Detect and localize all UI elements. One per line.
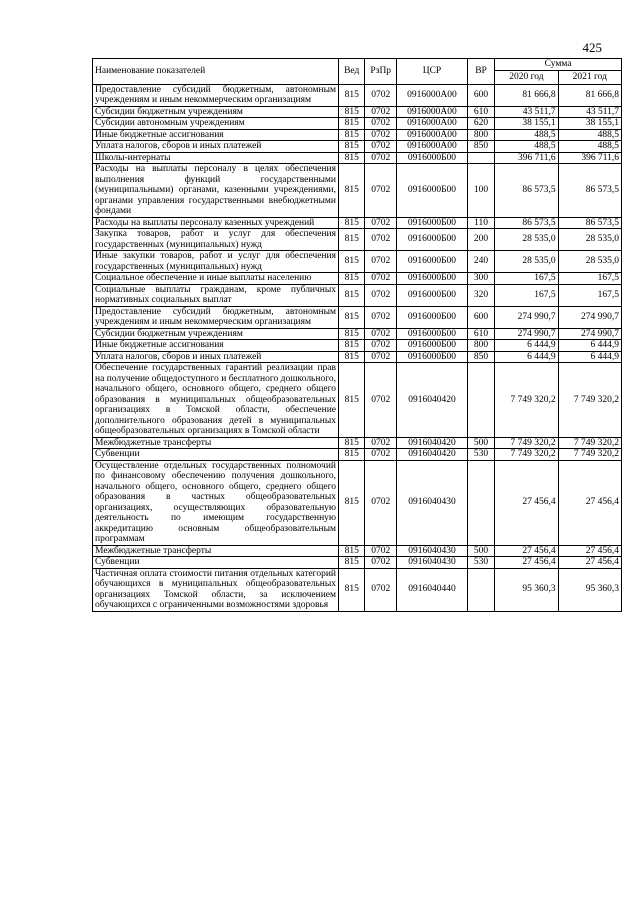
row-name: Социальные выплаты гражданам, кроме публичных нормативных социальных выплат xyxy=(93,284,339,306)
row-csr: 0916000А00 xyxy=(397,118,468,130)
row-name: Субвенции xyxy=(93,449,339,461)
row-name: Иные закупки товаров, работ и услуг для обеспечения государственных (муниципальных) нужд xyxy=(93,251,339,273)
row-sum-2020: 7 749 320,2 xyxy=(495,363,558,438)
row-sum-2021: 488,5 xyxy=(558,129,621,141)
row-vr: 500 xyxy=(467,545,494,557)
row-ved: 815 xyxy=(339,460,365,545)
row-csr: 0916000Б00 xyxy=(397,229,468,251)
row-vr: 610 xyxy=(467,328,494,340)
row-rzpr: 0702 xyxy=(365,106,397,118)
table-row xyxy=(93,557,622,569)
table-row xyxy=(93,152,622,164)
row-name: Расходы на выплаты персоналу в целях обеспечения выполнения функций государственными (муниципальными) органами, казенными учреждениями, органами управления государственными внебюджетными фондами xyxy=(93,164,339,218)
row-ved: 815 xyxy=(339,449,365,461)
table-row xyxy=(93,545,622,557)
row-rzpr: 0702 xyxy=(365,568,397,611)
row-sum-2021: 81 666,8 xyxy=(558,84,621,106)
header-year-2021: 2021 год xyxy=(558,70,621,84)
row-name: Уплата налогов, сборов и иных платежей xyxy=(93,141,339,153)
table-body xyxy=(93,84,622,611)
row-ved: 815 xyxy=(339,118,365,130)
row-rzpr: 0702 xyxy=(365,328,397,340)
row-vr: 850 xyxy=(467,141,494,153)
row-sum-2020: 274 990,7 xyxy=(495,306,558,328)
row-csr: 0916000Б00 xyxy=(397,351,468,363)
row-ved: 815 xyxy=(339,129,365,141)
row-name: Частичная оплата стоимости питания отдельных категорий обучающихся в муниципальных общеобразовательных организациях Томской области, за исключением обучающихся с ограниченными возможностями здоровья xyxy=(93,568,339,611)
row-sum-2020: 488,5 xyxy=(495,141,558,153)
budget-table xyxy=(92,58,622,612)
row-sum-2020: 488,5 xyxy=(495,129,558,141)
row-vr xyxy=(467,568,494,611)
row-name: Межбюджетные трансферты xyxy=(93,545,339,557)
table-row xyxy=(93,328,622,340)
row-ved: 815 xyxy=(339,152,365,164)
row-name: Иные бюджетные ассигнования xyxy=(93,129,339,141)
row-name: Закупка товаров, работ и услуг для обеспечения государственных (муниципальных) нужд xyxy=(93,229,339,251)
row-name: Субсидии бюджетным учреждениям xyxy=(93,106,339,118)
row-sum-2020: 27 456,4 xyxy=(495,557,558,569)
row-sum-2020: 43 511,7 xyxy=(495,106,558,118)
row-csr: 0916000А00 xyxy=(397,84,468,106)
table-row xyxy=(93,141,622,153)
table-row xyxy=(93,449,622,461)
row-rzpr: 0702 xyxy=(365,437,397,449)
table-row xyxy=(93,306,622,328)
row-rzpr: 0702 xyxy=(365,284,397,306)
row-sum-2021: 27 456,4 xyxy=(558,557,621,569)
row-sum-2021: 7 749 320,2 xyxy=(558,437,621,449)
row-csr: 0916000Б00 xyxy=(397,251,468,273)
table-row xyxy=(93,363,622,438)
row-sum-2021: 6 444,9 xyxy=(558,351,621,363)
row-ved: 815 xyxy=(339,141,365,153)
row-name: Обеспечение государственных гарантий реализации прав на получение общедоступного и бесплатного дошкольного, начального общего, основного общего, среднего общего образования в муниципальных общеобразовательных организациях в Томской области, обеспечение дополнительного образования детей в муниципальных общеобразовательных организациях в Томской области xyxy=(93,363,339,438)
row-csr: 0916040440 xyxy=(397,568,468,611)
row-sum-2020: 38 155,1 xyxy=(495,118,558,130)
table-row xyxy=(93,568,622,611)
row-sum-2020: 167,5 xyxy=(495,284,558,306)
row-csr: 0916000Б00 xyxy=(397,306,468,328)
row-sum-2021: 274 990,7 xyxy=(558,306,621,328)
row-ved: 815 xyxy=(339,251,365,273)
row-sum-2020: 28 535,0 xyxy=(495,251,558,273)
row-ved: 815 xyxy=(339,284,365,306)
row-ved: 815 xyxy=(339,164,365,218)
row-ved: 815 xyxy=(339,437,365,449)
header-csr: ЦСР xyxy=(397,59,468,85)
table-row xyxy=(93,273,622,285)
row-sum-2021: 488,5 xyxy=(558,141,621,153)
row-sum-2020: 81 666,8 xyxy=(495,84,558,106)
row-vr: 530 xyxy=(467,449,494,461)
table-row xyxy=(93,340,622,352)
header-name: Наименование показателей xyxy=(93,59,339,85)
header-rzpr: РзПр xyxy=(365,59,397,85)
table-row xyxy=(93,217,622,229)
row-sum-2020: 6 444,9 xyxy=(495,351,558,363)
table-row xyxy=(93,129,622,141)
row-vr: 300 xyxy=(467,273,494,285)
row-rzpr: 0702 xyxy=(365,557,397,569)
row-ved: 815 xyxy=(339,229,365,251)
row-sum-2021: 28 535,0 xyxy=(558,251,621,273)
row-rzpr: 0702 xyxy=(365,351,397,363)
row-rzpr: 0702 xyxy=(365,217,397,229)
row-sum-2021: 27 456,4 xyxy=(558,460,621,545)
row-csr: 0916000А00 xyxy=(397,106,468,118)
row-vr xyxy=(467,460,494,545)
row-vr: 600 xyxy=(467,306,494,328)
row-sum-2020: 6 444,9 xyxy=(495,340,558,352)
row-name: Межбюджетные трансферты xyxy=(93,437,339,449)
row-vr: 850 xyxy=(467,351,494,363)
row-csr: 0916000Б00 xyxy=(397,273,468,285)
row-csr: 0916000Б00 xyxy=(397,152,468,164)
row-ved: 815 xyxy=(339,217,365,229)
row-vr: 110 xyxy=(467,217,494,229)
row-csr: 0916040430 xyxy=(397,545,468,557)
row-sum-2021: 43 511,7 xyxy=(558,106,621,118)
table-row xyxy=(93,284,622,306)
row-sum-2020: 274 990,7 xyxy=(495,328,558,340)
row-sum-2020: 27 456,4 xyxy=(495,545,558,557)
row-name: Школы-интернаты xyxy=(93,152,339,164)
row-vr xyxy=(467,152,494,164)
table-row xyxy=(93,84,622,106)
row-csr: 0916040430 xyxy=(397,557,468,569)
row-csr: 0916000Б00 xyxy=(397,284,468,306)
row-rzpr: 0702 xyxy=(365,363,397,438)
header-sum: Сумма xyxy=(495,59,622,71)
row-sum-2021: 7 749 320,2 xyxy=(558,449,621,461)
row-csr: 0916000А00 xyxy=(397,141,468,153)
row-sum-2020: 28 535,0 xyxy=(495,229,558,251)
table-row xyxy=(93,460,622,545)
row-csr: 0916000Б00 xyxy=(397,328,468,340)
row-name: Иные бюджетные ассигнования xyxy=(93,340,339,352)
row-rzpr: 0702 xyxy=(365,164,397,218)
row-vr: 200 xyxy=(467,229,494,251)
row-sum-2020: 27 456,4 xyxy=(495,460,558,545)
row-sum-2021: 396 711,6 xyxy=(558,152,621,164)
row-vr: 610 xyxy=(467,106,494,118)
row-name: Расходы на выплаты персоналу казенных учреждений xyxy=(93,217,339,229)
row-rzpr: 0702 xyxy=(365,545,397,557)
row-sum-2021: 38 155,1 xyxy=(558,118,621,130)
row-csr: 0916040420 xyxy=(397,437,468,449)
row-sum-2020: 86 573,5 xyxy=(495,217,558,229)
row-vr: 800 xyxy=(467,340,494,352)
row-sum-2021: 274 990,7 xyxy=(558,328,621,340)
row-name: Субсидии автономным учреждениям xyxy=(93,118,339,130)
row-ved: 815 xyxy=(339,273,365,285)
row-sum-2020: 86 573,5 xyxy=(495,164,558,218)
row-sum-2021: 95 360,3 xyxy=(558,568,621,611)
table-row xyxy=(93,118,622,130)
row-ved: 815 xyxy=(339,351,365,363)
row-name: Уплата налогов, сборов и иных платежей xyxy=(93,351,339,363)
row-ved: 815 xyxy=(339,340,365,352)
row-vr: 620 xyxy=(467,118,494,130)
row-rzpr: 0702 xyxy=(365,273,397,285)
header-vr: ВР xyxy=(467,59,494,85)
row-vr: 320 xyxy=(467,284,494,306)
row-sum-2021: 86 573,5 xyxy=(558,164,621,218)
row-sum-2021: 27 456,4 xyxy=(558,545,621,557)
row-rzpr: 0702 xyxy=(365,118,397,130)
header-ved: Вед xyxy=(339,59,365,85)
row-sum-2021: 86 573,5 xyxy=(558,217,621,229)
row-ved: 815 xyxy=(339,84,365,106)
row-ved: 815 xyxy=(339,557,365,569)
row-rzpr: 0702 xyxy=(365,449,397,461)
row-sum-2021: 7 749 320,2 xyxy=(558,363,621,438)
row-rzpr: 0702 xyxy=(365,84,397,106)
row-name: Предоставление субсидий бюджетным, автономным учреждениям и иным некоммерческим организациям xyxy=(93,84,339,106)
row-vr: 600 xyxy=(467,84,494,106)
row-name: Осуществление отдельных государственных полномочий по финансовому обеспечению получения дошкольного, начального общего, основного общего, среднего общего образования в частных общеобразовательных организациях, осуществляющих образовательную деятельность по имеющим государственную аккредитацию основным общеобразовательным программам xyxy=(93,460,339,545)
row-rzpr: 0702 xyxy=(365,129,397,141)
row-csr: 0916000А00 xyxy=(397,129,468,141)
row-sum-2021: 167,5 xyxy=(558,273,621,285)
row-rzpr: 0702 xyxy=(365,251,397,273)
table-header xyxy=(93,59,622,85)
table-row xyxy=(93,437,622,449)
row-vr: 500 xyxy=(467,437,494,449)
row-vr: 240 xyxy=(467,251,494,273)
table-row xyxy=(93,351,622,363)
row-csr: 0916040420 xyxy=(397,449,468,461)
row-name: Социальное обеспечение и иные выплаты населению xyxy=(93,273,339,285)
row-ved: 815 xyxy=(339,106,365,118)
row-rzpr: 0702 xyxy=(365,141,397,153)
row-vr: 530 xyxy=(467,557,494,569)
row-rzpr: 0702 xyxy=(365,460,397,545)
row-sum-2020: 396 711,6 xyxy=(495,152,558,164)
row-ved: 815 xyxy=(339,328,365,340)
row-vr: 100 xyxy=(467,164,494,218)
row-sum-2021: 28 535,0 xyxy=(558,229,621,251)
header-year-2020: 2020 год xyxy=(495,70,558,84)
row-ved: 815 xyxy=(339,306,365,328)
row-sum-2020: 7 749 320,2 xyxy=(495,449,558,461)
table-row xyxy=(93,164,622,218)
row-csr: 0916000Б00 xyxy=(397,340,468,352)
row-name: Субвенции xyxy=(93,557,339,569)
row-sum-2020: 167,5 xyxy=(495,273,558,285)
row-vr xyxy=(467,363,494,438)
row-sum-2021: 6 444,9 xyxy=(558,340,621,352)
row-rzpr: 0702 xyxy=(365,229,397,251)
row-sum-2021: 167,5 xyxy=(558,284,621,306)
row-name: Субсидии бюджетным учреждениям xyxy=(93,328,339,340)
row-ved: 815 xyxy=(339,568,365,611)
row-rzpr: 0702 xyxy=(365,152,397,164)
row-sum-2020: 95 360,3 xyxy=(495,568,558,611)
row-rzpr: 0702 xyxy=(365,306,397,328)
row-ved: 815 xyxy=(339,363,365,438)
row-csr: 0916040430 xyxy=(397,460,468,545)
row-vr: 800 xyxy=(467,129,494,141)
row-rzpr: 0702 xyxy=(365,340,397,352)
page-number: 425 xyxy=(582,40,602,55)
row-csr: 0916000Б00 xyxy=(397,164,468,218)
table-row xyxy=(93,229,622,251)
row-csr: 0916000Б00 xyxy=(397,217,468,229)
row-csr: 0916040420 xyxy=(397,363,468,438)
table-row xyxy=(93,251,622,273)
row-ved: 815 xyxy=(339,545,365,557)
row-name: Предоставление субсидий бюджетным, автономным учреждениям и иным некоммерческим организациям xyxy=(93,306,339,328)
table-row xyxy=(93,106,622,118)
row-sum-2020: 7 749 320,2 xyxy=(495,437,558,449)
